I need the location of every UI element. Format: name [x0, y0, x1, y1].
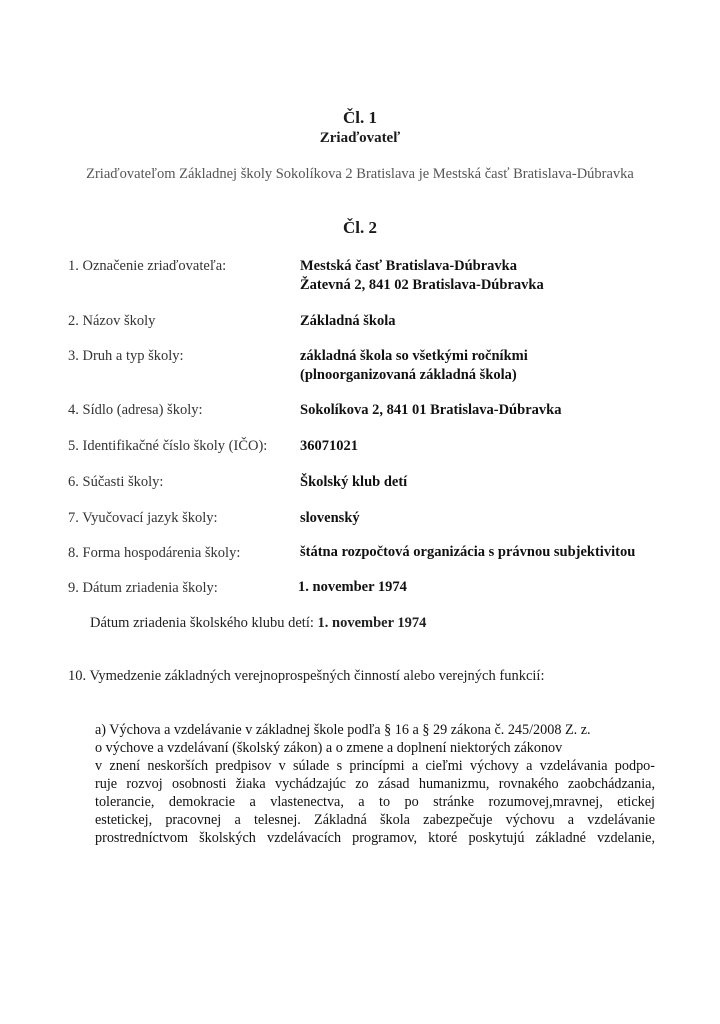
- item-1-value-line-2: Žatevná 2, 841 02 Bratislava-Dúbravka: [300, 277, 544, 293]
- club-date-value: 1. november 1974: [317, 615, 427, 631]
- item-10a-line-3: v znení neskorších predpisov v súlade s princípmi a cieľmi výchovy a vzdelávania podpo-: [95, 758, 655, 774]
- article-2-heading: Čl. 2: [343, 218, 377, 237]
- item-8-value: štátna rozpočtová organizácia s právnou subjektivitou: [300, 544, 636, 560]
- item-5-label: 5. Identifikačné číslo školy (IČO):: [68, 438, 268, 454]
- club-date-label: Dátum zriadenia školského klubu detí:: [90, 615, 314, 631]
- item-7-value: slovenský: [300, 510, 360, 526]
- item-3-value-line-2: (plnoorganizovaná základná škola): [300, 367, 517, 383]
- item-6-value: Školský klub detí: [300, 474, 408, 490]
- item-4-label: 4. Sídlo (adresa) školy:: [68, 402, 203, 418]
- item-1-value-line-1: Mestská časť Bratislava-Dúbravka: [300, 258, 517, 274]
- article-1-text: Zriaďovateľom Základnej školy Sokolíkova 2 Bratislava je Mestská časť Bratislava-Dúbravka: [86, 166, 634, 182]
- item-10a-line-1: a) Výchova a vzdelávanie v základnej škole podľa § 16 a § 29 zákona č. 245/2008 Z. z.: [95, 722, 591, 738]
- item-9-label: 9. Dátum zriadenia školy:: [68, 580, 218, 596]
- item-1-label: 1. Označenie zriaďovateľa:: [68, 258, 227, 274]
- article-1-subheading: Zriaďovateľ: [319, 130, 401, 146]
- item-7-label: 7. Vyučovací jazyk školy:: [68, 510, 218, 526]
- item-10-heading: 10. Vymedzenie základných verejnoprospešných činností alebo verejných funkcií:: [68, 668, 545, 684]
- item-2-label: 2. Názov školy: [68, 313, 156, 329]
- item-4-value: Sokolíkova 2, 841 01 Bratislava-Dúbravka: [300, 402, 562, 418]
- item-8-label: 8. Forma hospodárenia školy:: [68, 545, 241, 561]
- item-10a-line-7: prostredníctvom školských vzdelávacích programov, ktoré poskytujú základné vzdelanie,: [95, 830, 655, 846]
- club-date-row: [90, 615, 426, 632]
- item-10a-line-4: ruje rozvoj osobnosti žiaka vychádzajúc zo zásad humanizmu, rovnakého zaobchádzania,: [95, 776, 655, 792]
- article-1-heading: Čl. 1: [343, 108, 377, 127]
- item-10a-line-5: tolerancie, demokracie a vlastenectva, a to po stránke rozumovej,mravnej, etickej: [95, 794, 655, 810]
- item-3-label: 3. Druh a typ školy:: [68, 348, 184, 364]
- item-2-value: Základná škola: [300, 313, 396, 329]
- item-10a-line-2: o výchove a vzdelávaní (školský zákon) a o zmene a doplnení niektorých zákonov: [95, 740, 563, 756]
- item-9-value: 1. november 1974: [298, 579, 407, 595]
- item-5-value: 36071021: [300, 438, 358, 454]
- item-6-label: 6. Súčasti školy:: [68, 474, 164, 490]
- item-3-value-line-1: základná škola so všetkými ročníkmi: [300, 348, 528, 364]
- item-10a-line-6: estetickej, pracovnej a telesnej. Základná škola zabezpečuje výchovu a vzdelávanie: [95, 812, 655, 828]
